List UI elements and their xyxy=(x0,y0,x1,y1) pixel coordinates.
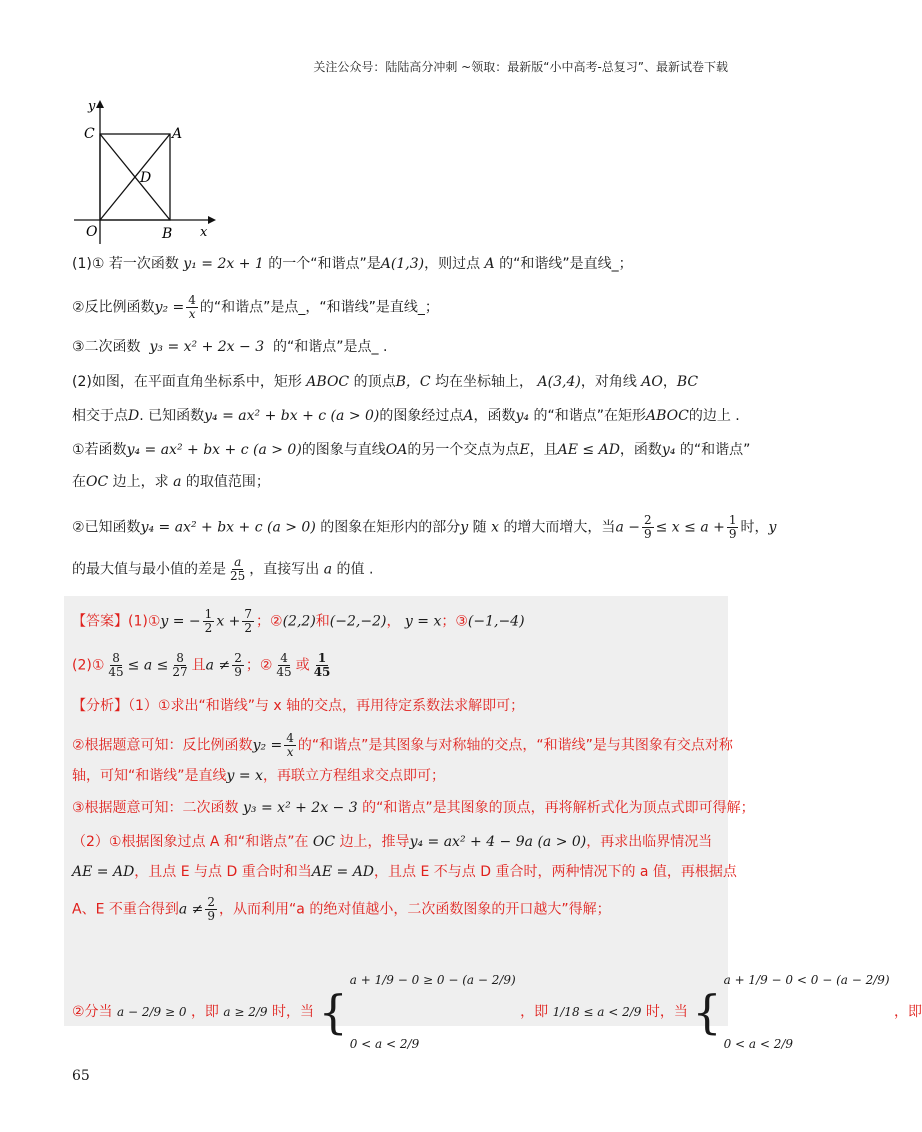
label-O: O xyxy=(86,224,98,240)
answer-line-4: ②根据题意可知：反比例函数y₂ = $\frac{4}{x}$ 的“和谐点”是其图象与对称轴的交点，“和谐线”是与其图象有交点对称 xyxy=(72,731,733,759)
answer-line-10: ②分当 a − 2/9 ≥ 0 ，即 a ≥ 2/9 时，当 { a + 1/9 − 0 ≥ 0 − (a − 2/9) 0 < a < 2/9 ，即 1/18 ≤ a < 2/9 时，当 { a + 1/9 − 0 < 0 − (a − 2/9) 0 < a < 2/9 ，即 xyxy=(72,950,922,1074)
inequality-system-2: { a + 1/9 − 0 < 0 − (a − 2/9) 0 < a < 2/9 xyxy=(692,973,890,1051)
answer-line-7: （2）①根据图象过点 A 和“和谐点”在 OC 边上，推导y₄ = ax² + 4 − 9a (a > 0)，再求出临界情况当 xyxy=(72,834,713,850)
label-B: B xyxy=(162,226,173,242)
answer-line-1: 【答案】(1)①y = − $\frac{1}{2}$ x + $\frac{7}{2}$ ；②(2,2)和(−2,−2)， y = x；③(−1,−4) xyxy=(72,607,525,635)
label-D: D xyxy=(140,170,152,186)
label-y: y xyxy=(88,99,96,114)
label-x: x xyxy=(200,225,208,240)
answer-line-5: 轴，可知“和谐线”是直线y = x，再联立方程组求交点即可； xyxy=(72,768,445,784)
question-line-7: 在OC 边上，求 a 的取值范围； xyxy=(72,474,270,490)
answer-line-9: A、E 不重合得到a ≠ $\frac{2}{9}$ ，从而利用“a 的绝对值越小，二次函数图象的开口越大”得解； xyxy=(72,895,611,923)
question-line-6: ①若函数y₄ = ax² + bx + c (a > 0)的图象与直线OA的另一个交点为点E，且AE ≤ AD，函数y₄ 的“和谐点” xyxy=(72,442,751,458)
page-number: 65 xyxy=(72,1068,90,1084)
y-axis-arrow xyxy=(96,100,104,108)
question-line-5: 相交于点D. 已知函数y₄ = ax² + bx + c (a > 0)的图象经过点A，函数y₄ 的“和谐点”在矩形ABOC的边上 . xyxy=(72,408,740,424)
page-header: 关注公众号：陆陆高分冲刺 ~领取：最新版“小中高考-总复习”、最新试卷下载 xyxy=(313,60,728,74)
question-line-9: 的最大值与最小值的差是 $\frac{a}{25}$ ，直接写出 a 的值 . xyxy=(72,555,374,583)
x-axis-arrow xyxy=(208,216,216,224)
answer-line-8: AE = AD，且点 E 与点 D 重合时和当AE = AD，且点 E 不与点 D 重合时，两种情况下的 a 值，再根据点 xyxy=(72,864,737,880)
inequality-system-1: { a + 1/9 − 0 ≥ 0 − (a − 2/9) 0 < a < 2/9 xyxy=(318,973,516,1051)
answer-line-3: 【分析】（1）①求出“和谐线”与 x 轴的交点，再用待定系数法求解即可； xyxy=(72,698,525,714)
question-line-3: ③二次函数 y₃ = x² + 2x − 3 的“和谐点”是点_ . xyxy=(72,339,388,355)
label-A: A xyxy=(172,126,183,142)
question-line-8: ②已知函数y₄ = ax² + bx + c (a > 0) 的图象在矩形内的部分y 随 x 的增大而增大，当a − $\frac{2}{9}$ ≤ x ≤ a + $\frac{1}{9}$ 时，y xyxy=(72,513,777,541)
question-line-2: ②反比例函数y₂ = $\frac{4}{x}$ 的“和谐点”是点_，“和谐线”是直线_； xyxy=(72,293,439,321)
answer-line-2: (2)① $\frac{8}{45}$ ≤ a ≤ $\frac{8}{27}$ 且a ≠ $\frac{2}{9}$ ；② $\frac{4}{45}$ 或 $\frac{1}{45}$ xyxy=(72,651,331,679)
question-line-4: (2)如图，在平面直角坐标系中，矩形 ABOC 的顶点B，C 均在坐标轴上， A(3,4)，对角线 AO，BC xyxy=(72,374,699,390)
answer-line-6: ③根据题意可知：二次函数 y₃ = x² + 2x − 3 的“和谐点”是其图象的顶点，再将解析式化为顶点式即可得解； xyxy=(72,800,755,816)
question-line-1: (1)① 若一次函数 y₁ = 2x + 1 的一个“和谐点”是A(1,3)，则过点 A 的“和谐线”是直线_； xyxy=(72,256,633,272)
label-C: C xyxy=(84,126,95,142)
coordinate-figure xyxy=(66,96,226,244)
